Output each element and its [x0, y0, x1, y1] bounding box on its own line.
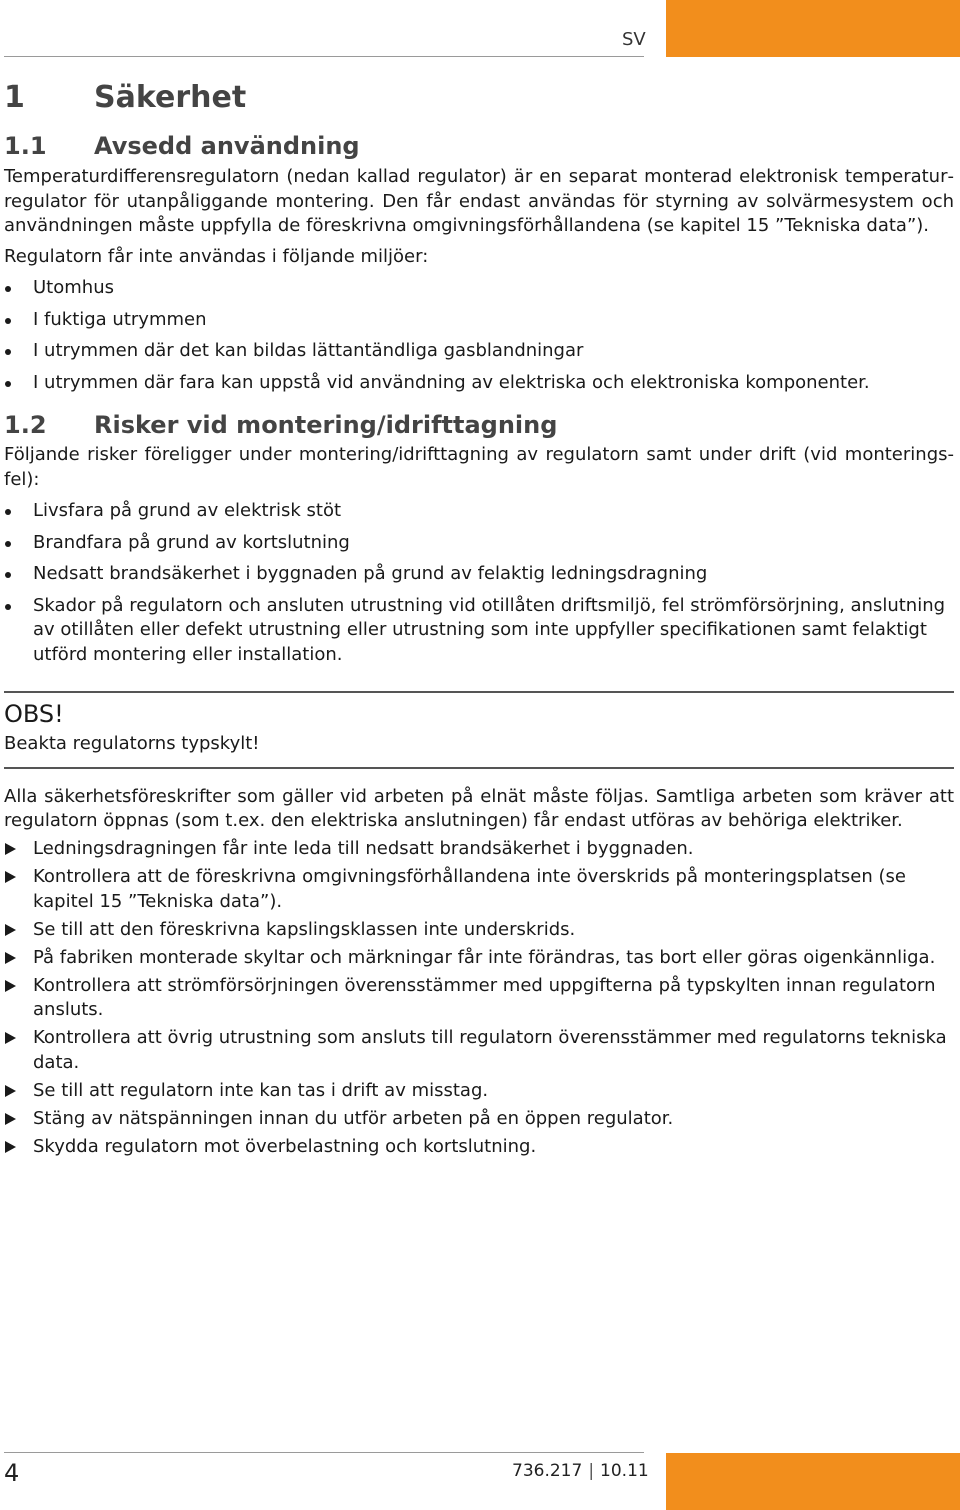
list-item: Nedsatt brandsäkerhet i byggnaden på grund av felaktig ledningsdragning: [4, 562, 954, 587]
page-number: 4: [4, 1459, 20, 1487]
list-item: Livsfara på grund av elektrisk stöt: [4, 499, 954, 524]
separator: |: [588, 1461, 595, 1481]
safety-intro: Alla säkerhetsföreskrifter som gäller vid arbeten på elnät måste följas. Samtliga arbeten som kräver att regulatorn öppnas (som t.ex. den elektriska anslutningen) får endast utföras av behöriga elektriker.: [4, 785, 954, 831]
risks-list: [4, 499, 954, 667]
language-code: SV: [622, 29, 646, 50]
footer-accent-bar: [666, 1453, 960, 1510]
list-item: Se till att den föreskrivna kapslingsklassen inte underskrids.: [4, 918, 954, 943]
arrow-icon: [5, 1141, 16, 1153]
section-1-2-heading: [4, 409, 954, 441]
section-1-2-title: Risker vid montering/idrifttagning: [94, 411, 558, 439]
document-number: 736.217: [512, 1461, 583, 1481]
list-item: Kontrollera att de föreskrivna omgivningsförhållandena inte överskrids på monteringsplatsen (se kapitel 15 ”Tekniska data”).: [4, 865, 954, 914]
list-item: Ledningsdragningen får inte leda till nedsatt brandsäkerhet i byggnaden.: [4, 837, 954, 862]
list-item: Skydda regulatorn mot överbelastning och kortslutning.: [4, 1135, 954, 1160]
section-1-2-number: 1.2: [4, 411, 47, 439]
list-item: I utrymmen där det kan bildas lättantändliga gasblandningar: [4, 339, 954, 364]
notice-box: [4, 691, 954, 769]
page-content: [4, 78, 954, 1159]
list-item: Kontrollera att strömförsörjningen överensstämmer med uppgifterna på typskylten innan regulatorn ansluts.: [4, 974, 954, 1023]
section-1-1-intro: Temperaturdifferensregulatorn (nedan kallad regulator) är en separat monterad elektronisk temperaturregulator för utanpåliggande montering. Den får endast användas för styrning av solvärmesystem och användningen måste uppfylla de föreskrivna omgivningsförhållandena (se kapitel 15 ”Tekniska data”).: [4, 166, 954, 236]
bullet-icon: [5, 318, 11, 324]
list-item: Skador på regulatorn och ansluten utrustning vid otillåten driftsmiljö, fel strömförsörjning, anslutning av otillåten eller defekt utrustning eller utrustning som inte uppfyller specifikationen samt felaktigt utförd montering eller installation.: [4, 594, 954, 668]
list-item: I fuktiga utrymmen: [4, 308, 954, 333]
footer-divider: [4, 1452, 644, 1453]
bullet-icon: [5, 381, 11, 387]
notice-title: OBS!: [4, 700, 64, 728]
safety-instructions-list: [4, 837, 954, 1159]
prohibited-environments-list: [4, 276, 954, 395]
list-item: Se till att regulatorn inte kan tas i drift av misstag.: [4, 1079, 954, 1104]
section-1-1-number: 1.1: [4, 132, 47, 160]
document-reference: [512, 1461, 649, 1481]
header-accent-bar: [666, 0, 960, 57]
section-1-number: 1: [4, 80, 25, 115]
section-1-2-intro: Följande risker föreligger under montering/idrifttagning av regulatorn samt under drift (vid monteringsfel):: [4, 444, 954, 490]
section-1-heading: [4, 78, 954, 118]
list-item: Kontrollera att övrig utrustning som ansluts till regulatorn överensstämmer med regulatorns tekniska data.: [4, 1026, 954, 1075]
list-item: På fabriken monterade skyltar och märkningar får inte förändras, tas bort eller göras oigenkännliga.: [4, 946, 954, 971]
section-1-title: Säkerhet: [94, 80, 247, 115]
arrow-icon: [5, 924, 16, 936]
notice-text: Beakta regulatorns typskylt!: [4, 733, 260, 754]
bullet-icon: [5, 286, 11, 292]
bullet-icon: [5, 604, 11, 610]
arrow-icon: [5, 952, 16, 964]
section-1-1-title: Avsedd användning: [94, 132, 360, 160]
arrow-icon: [5, 1113, 16, 1125]
arrow-icon: [5, 871, 16, 883]
list-item: Brandfara på grund av kortslutning: [4, 531, 954, 556]
list-item: I utrymmen där fara kan uppstå vid användning av elektriska och elektroniska komponenter.: [4, 371, 954, 396]
bullet-icon: [5, 572, 11, 578]
arrow-icon: [5, 1085, 16, 1097]
bullet-icon: [5, 541, 11, 547]
arrow-icon: [5, 843, 16, 855]
bullet-icon: [5, 509, 11, 515]
arrow-icon: [5, 1032, 16, 1044]
arrow-icon: [5, 980, 16, 992]
list-item: Stäng av nätspänningen innan du utför arbeten på en öppen regulator.: [4, 1107, 954, 1132]
header-divider: [4, 56, 644, 57]
section-1-1-heading: [4, 130, 954, 162]
document-date: 10.11: [600, 1461, 649, 1481]
section-1-1-lead: Regulatorn får inte användas i följande miljöer:: [4, 245, 429, 267]
bullet-icon: [5, 349, 11, 355]
list-item: Utomhus: [4, 276, 954, 301]
